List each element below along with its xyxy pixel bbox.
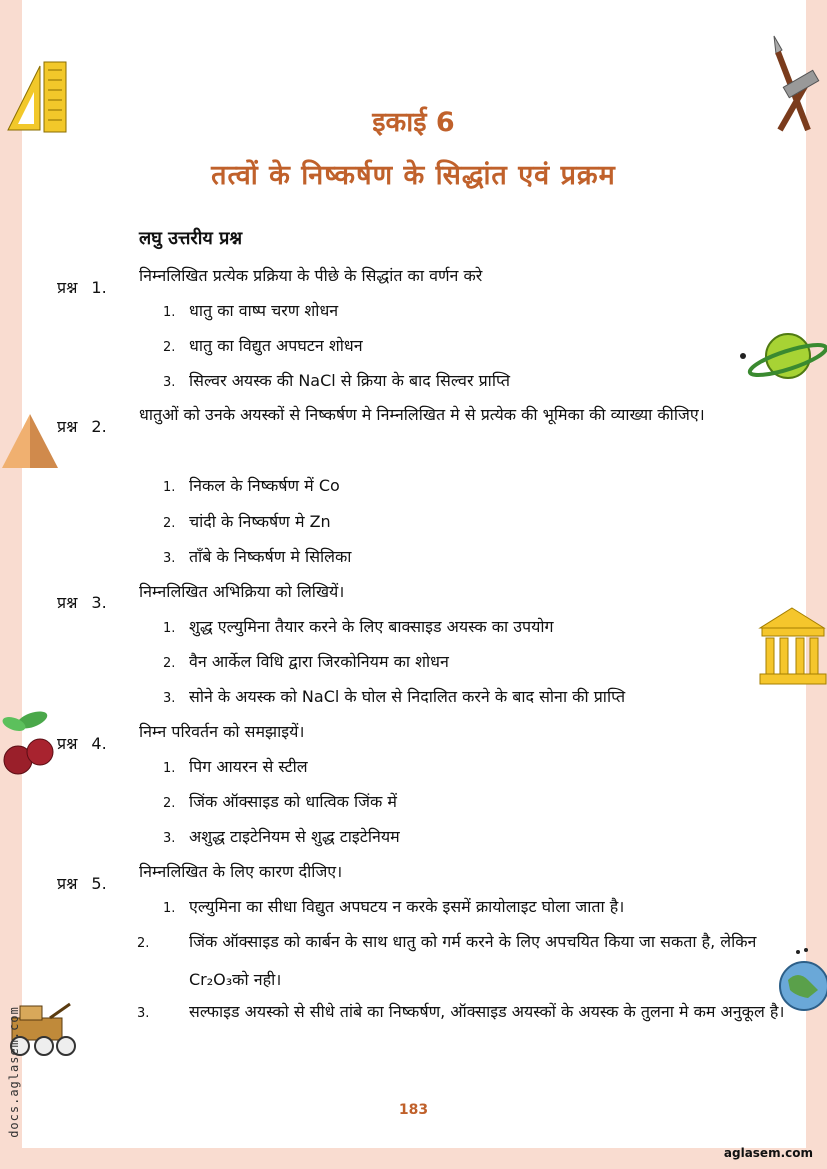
list-item: 3. ताँबे के निष्कर्षण मे सिलिका: [163, 547, 352, 566]
question-text: निम्नलिखित के लिए कारण दीजिए।: [139, 862, 343, 881]
question-label: [57, 591, 107, 613]
question-text: निम्नलिखित प्रत्येक प्रक्रिया के पीछे के सिद्धांत का वर्णन करे: [139, 266, 483, 285]
watermark-text: docs.aglasem.com: [6, 1006, 21, 1138]
list-item: 1. धातु का वाष्प चरण शोधन: [163, 301, 339, 320]
question-word: प्रश्न: [57, 278, 78, 297]
list-item: 2. चांदी के निष्कर्षण मे Zn: [163, 512, 331, 531]
question-number: 4.: [91, 734, 107, 753]
pyramid-icon: [0, 412, 60, 470]
list-item: 2. जिंक ऑक्साइड को धात्विक जिंक में: [163, 792, 397, 811]
question-word: प्रश्न: [57, 417, 78, 436]
list-item: 3. अशुद्ध टाइटेनियम से शुद्ध टाइटेनियम: [163, 827, 400, 846]
list-item: 1. एल्युमिना का सीधा विद्युत अपघटय न करके इसमें क्रायोलाइट घोला जाता है।: [163, 897, 625, 916]
question-word: प्रश्न: [57, 593, 78, 612]
question-text: धातुओं को उनके अयस्कों से निष्कर्षण मे निम्नलिखित मे से प्रत्येक की भूमिका की व्याख्या कीजिए।: [139, 405, 705, 424]
brand-link[interactable]: aglasem.com: [723, 1146, 813, 1160]
page-number: 183: [398, 1102, 429, 1118]
question-word: प्रश्न: [57, 874, 78, 893]
question-text: निम्नलिखित अभिक्रिया को लिखियें।: [139, 582, 345, 601]
question-text: निम्न परिवर्तन को समझाइयें।: [139, 722, 305, 741]
question-word: प्रश्न: [57, 734, 78, 753]
question-label: [57, 276, 107, 298]
list-item: 2. जिंक ऑक्साइड को कार्बन के साथ धातु को गर्म करने के लिए अपचयित किया जा सकता है, लेकिन Cr₂O₃को नही।: [137, 932, 757, 989]
cherries-icon: [0, 708, 58, 780]
list-item: 2. धातु का विद्युत अपघटन शोधन: [163, 336, 363, 355]
page-title: तत्वों के निष्कर्षण के सिद्धांत एवं प्रक्रम: [211, 160, 616, 191]
list-item: 3. सोने के अयस्क को NaCl के घोल से निदालित करने के बाद सोना की प्राप्ति: [163, 687, 626, 706]
list-item: 1. शुद्ध एल्युमिना तैयार करने के लिए बाक्साइड अयस्क का उपयोग: [163, 617, 554, 636]
question-number: 3.: [91, 593, 107, 612]
question-label: [57, 732, 107, 754]
list-item: 3. सल्फाइड अयस्को से सीधे तांबे का निष्कर्षण, ऑक्साइड अयस्कों के अयस्क के तुलना मे कम अनुकूल है।: [137, 1002, 785, 1021]
section-heading: लघु उत्तरीय प्रश्न: [139, 228, 243, 249]
question-number: 2.: [91, 417, 107, 436]
question-number: 1.: [91, 278, 107, 297]
list-item: 1. निकल के निष्कर्षण में Co: [163, 476, 340, 495]
question-label: [57, 872, 107, 894]
question-label: [57, 415, 107, 437]
list-item: 1. पिग आयरन से स्टील: [163, 757, 308, 776]
question-number: 5.: [91, 874, 107, 893]
list-item: 2. वैन आर्केल विधि द्वारा जिरकोनियम का शोधन: [163, 652, 449, 671]
list-item: 3. सिल्वर अयस्क की NaCl से क्रिया के बाद सिल्वर प्राप्ति: [163, 371, 511, 390]
unit-heading: इकाई 6: [372, 107, 455, 138]
